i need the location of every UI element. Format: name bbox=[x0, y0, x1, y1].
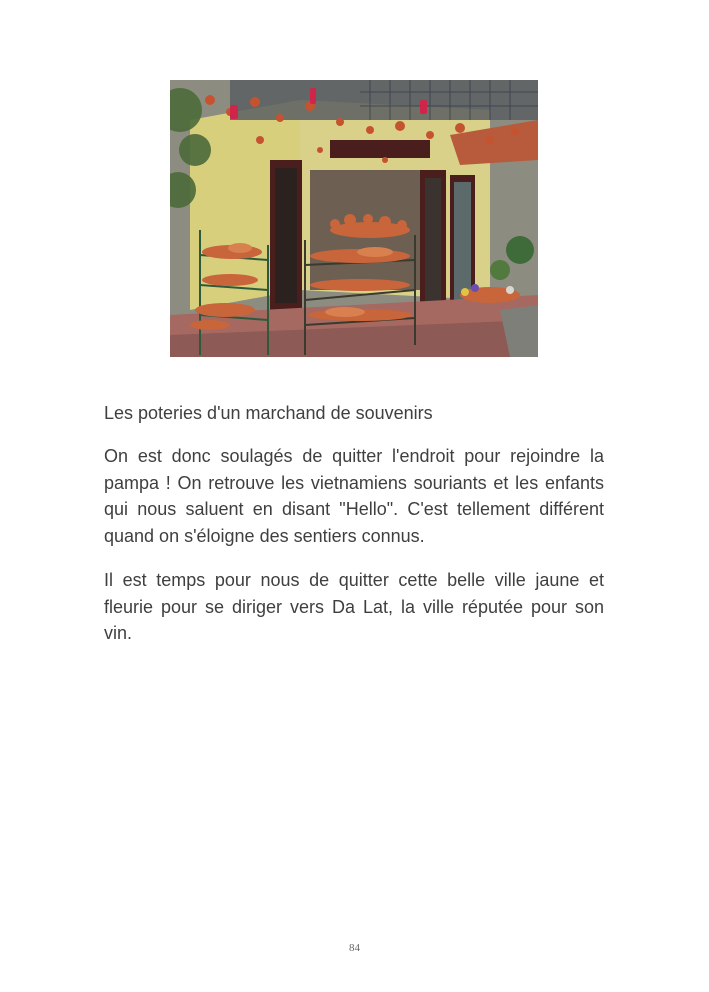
paragraph-2: Il est temps pour nous de quitter cette belle ville jaune et fleurie pour se diriger vers Da Lat, la ville réputée pour son vin. bbox=[104, 570, 604, 643]
pottery-shop-illustration bbox=[170, 80, 538, 357]
photo-caption: Les poteries d'un marchand de souvenirs bbox=[104, 403, 433, 423]
paragraph-1: On est donc soulagés de quitter l'endroit pour rejoindre la pampa ! On retrouve les vietnamiens souriants et les enfants qui nous saluent en disant "Hello". C'est tellement différent quand on s'éloigne des sentiers connus. bbox=[104, 446, 604, 546]
page-number: 84 bbox=[349, 942, 360, 954]
pottery-shop-photo bbox=[170, 80, 538, 357]
